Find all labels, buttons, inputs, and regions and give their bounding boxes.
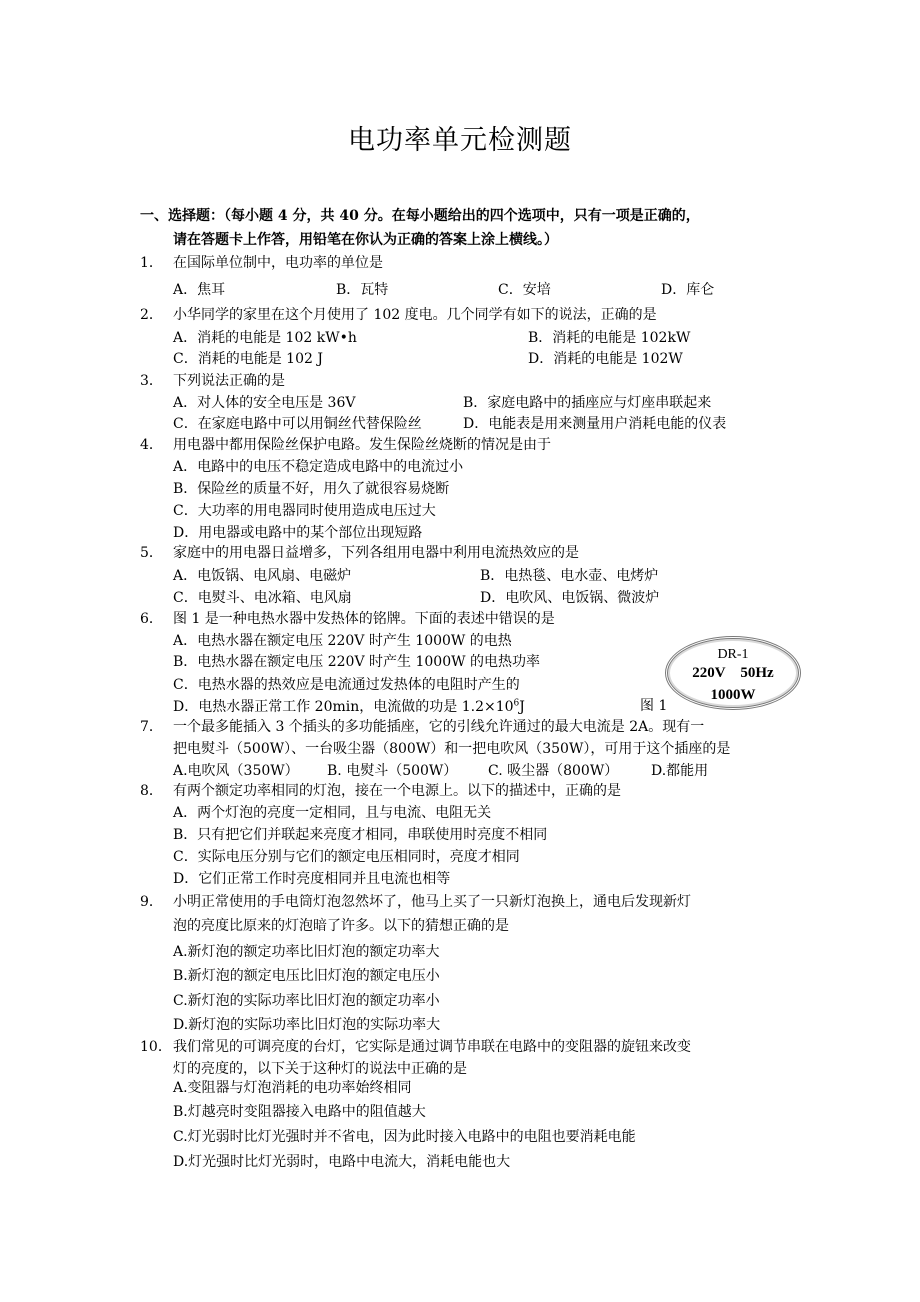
option-c[interactable]: C．实际电压分别与它们的额定电压相同时，亮度才相同: [173, 849, 520, 865]
option-b[interactable]: B．只有把它们并联起来亮度才相同，串联使用时亮度不相同: [173, 827, 548, 843]
option-c[interactable]: C．电熨斗、电冰箱、电风扇: [173, 590, 352, 606]
option-c[interactable]: C．电热水器的热效应是电流通过发热体的电阻时产生的: [173, 677, 520, 693]
option-a[interactable]: A．电饭锅、电风扇、电磁炉: [173, 568, 352, 584]
question-text-line1: 小明正常使用的手电筒灯泡忽然坏了，他马上买了一只新灯泡换上，通电后发现新灯: [173, 894, 691, 910]
option-c[interactable]: C.灯光弱时比灯光强时并不省电，因为此时接入电路中的电阻也要消耗电能: [173, 1129, 636, 1145]
question-10: [140, 1036, 790, 1080]
section-heading-line1: 一、选择题：（每小题 4 分，共 40 分。在每小题给出的四个选项中，只有一项是正确的，: [140, 208, 700, 224]
option-a[interactable]: A.新灯泡的额定功率比旧灯泡的额定功率大: [173, 944, 440, 960]
option-c[interactable]: C．大功率的用电器同时使用造成电压过大: [173, 503, 436, 519]
question-number: 10．: [140, 1039, 172, 1055]
question-text: [173, 716, 788, 760]
option-a[interactable]: A.变阻器与灯泡消耗的电功率始终相同: [173, 1080, 412, 1096]
option-a[interactable]: A.电吹风（350W）: [173, 763, 299, 779]
option-a[interactable]: A．焦耳: [173, 282, 226, 298]
option-a[interactable]: A．电路中的电压不稳定造成电路中的电流过小: [173, 459, 464, 475]
nameplate-rating: 220V 50Hz: [692, 665, 774, 681]
nameplate-model: DR-1: [717, 647, 749, 662]
option-d[interactable]: D．库仑: [661, 282, 715, 298]
option-d[interactable]: D.灯光强时比灯光弱时，电路中电流大，消耗电能也大: [173, 1154, 511, 1170]
exponent: 6: [513, 698, 520, 709]
option-d[interactable]: D．用电器或电路中的某个部位出现短路: [173, 525, 423, 541]
option-b[interactable]: B．家庭电路中的插座应与灯座串联起来: [463, 395, 712, 411]
option-b[interactable]: B.灯越亮时变阻器接入电路中的阻值越大: [173, 1104, 426, 1120]
option-a[interactable]: A．电热水器在额定电压 220V 时产生 1000W 的电热: [173, 633, 512, 649]
question-text: 图 1 是一种电热水器中发热体的铭牌。下面的表述中错误的是: [173, 611, 555, 627]
option-d[interactable]: D．它们正常工作时亮度相同并且电流也相等: [173, 871, 451, 887]
option-b[interactable]: B．消耗的电能是 102kW: [528, 330, 691, 346]
question-text: 用电器中都用保险丝保护电路。发生保险丝烧断的情况是由于: [173, 437, 551, 453]
option-d-text: D．电热水器正常工作 20min，电流做的功是 1.2×10: [173, 699, 514, 715]
question-text-line1: 一个最多能插入 3 个插头的多功能插座，它的引线允许通过的最大电流是 2A。现有一: [173, 719, 705, 735]
option-d[interactable]: D．电吹风、电饭锅、微波炉: [480, 590, 660, 606]
question-number: 6．: [140, 611, 163, 627]
unit: J: [519, 699, 525, 715]
question-text-line2: 把电熨斗（500W）、一台吸尘器（800W）和一把电吹风（350W），可用于这个插座的是: [173, 741, 731, 757]
question-number: 5．: [140, 545, 163, 561]
question-text: 小华同学的家里在这个月使用了 102 度电。几个同学有如下的说法，正确的是: [173, 307, 657, 323]
page-title: 电功率单元检测题: [348, 125, 572, 156]
nameplate-figure: [665, 636, 801, 710]
question-7: [140, 716, 790, 760]
figure-label: 图 1: [640, 698, 668, 714]
question-text-line2: 泡的亮度比原来的灯泡暗了许多。以下的猜想正确的是: [173, 918, 509, 934]
option-c[interactable]: C. 吸尘器（800W）: [488, 763, 619, 779]
option-c[interactable]: C．消耗的电能是 102 J: [173, 351, 323, 367]
question-text-line1: 我们常见的可调亮度的台灯，它实际是通过调节串联在电路中的变阻器的旋钮来改变: [173, 1039, 691, 1055]
question-number: 1．: [140, 255, 163, 271]
question-text: 在国际单位制中，电功率的单位是: [173, 255, 383, 271]
option-a[interactable]: A．消耗的电能是 102 kW•h: [173, 330, 357, 346]
option-d[interactable]: D.都能用: [651, 763, 709, 779]
option-d[interactable]: D．消耗的电能是 102W: [528, 351, 683, 367]
section-heading-line2: 请在答题卡上作答，用铅笔在你认为正确的答案上涂上横线。）: [173, 232, 558, 248]
question-9: [140, 890, 790, 938]
question-number: 2．: [140, 307, 163, 323]
option-c[interactable]: C.新灯泡的实际功率比旧灯泡的额定功率小: [173, 993, 440, 1009]
question-number: 3．: [140, 373, 163, 389]
question-number: 7．: [140, 719, 163, 735]
option-b[interactable]: B．电热水器在额定电压 220V 时产生 1000W 的电热功率: [173, 654, 540, 670]
question-number: 4．: [140, 437, 163, 453]
section-heading: [140, 204, 790, 252]
question-text: 家庭中的用电器日益增多，下列各组用电器中利用电流热效应的是: [173, 545, 579, 561]
option-a[interactable]: A．对人体的安全电压是 36V: [173, 395, 356, 411]
option-d[interactable]: D.新灯泡的实际功率比旧灯泡的实际功率大: [173, 1017, 441, 1033]
question-text: 有两个额定功率相同的灯泡，接在一个电源上。以下的描述中，正确的是: [173, 783, 621, 799]
option-c[interactable]: C．在家庭电路中可以用铜丝代替保险丝: [173, 416, 422, 432]
option-b[interactable]: B．瓦特: [336, 282, 389, 298]
nameplate-power: 1000W: [710, 687, 756, 703]
option-a[interactable]: A．两个灯泡的亮度一定相同，且与电流、电阻无关: [173, 805, 492, 821]
option-b[interactable]: B.新灯泡的额定电压比旧灯泡的额定电压小: [173, 968, 440, 984]
option-b[interactable]: B．电热毯、电水壶、电烤炉: [480, 568, 659, 584]
option-d[interactable]: D．电能表是用来测量用户消耗电能的仪表: [463, 416, 727, 432]
question-text: [173, 1036, 788, 1080]
option-b[interactable]: B．保险丝的质量不好，用久了就很容易烧断: [173, 481, 450, 497]
option-b[interactable]: B. 电熨斗（500W）: [327, 763, 458, 779]
option-d[interactable]: [173, 697, 525, 717]
question-number: 9．: [140, 894, 163, 910]
question-text: 下列说法正确的是: [173, 373, 285, 389]
question-number: 8．: [140, 783, 163, 799]
question-text: [173, 890, 788, 938]
option-c[interactable]: C．安培: [498, 282, 551, 298]
question-text-line2: 灯的亮度的，以下关于这种灯的说法中正确的是: [173, 1061, 467, 1077]
